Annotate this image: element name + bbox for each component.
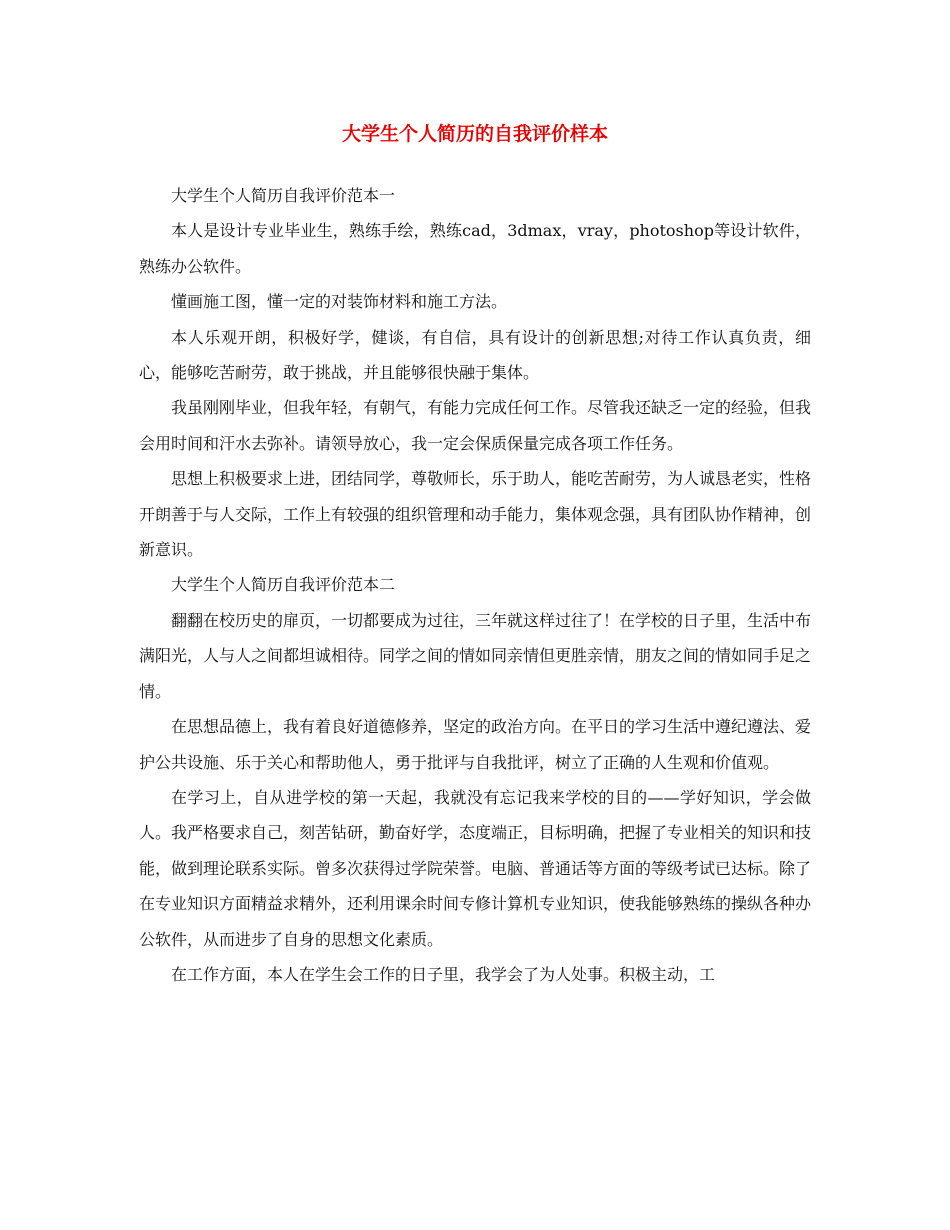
document-title: 大学生个人简历的自我评价样本	[341, 123, 608, 145]
paragraph: 在思想品德上，我有着良好道德修养，坚定的政治方向。在平日的学习生活中遵纪遵法、爱护公共设施、乐于关心和帮助他人，勇于批评与自我批评，树立了正确的人生观和价值观。	[139, 717, 812, 772]
heading-sample-one: 大学生个人简历自我评价范本一	[171, 186, 396, 205]
paragraph: 翻翻在校历史的扉页，一切都要成为过往，三年就这样过往了！在学校的日子里，生活中布满阳光，人与人之间都坦诚相待。同学之间的情如同亲情但更胜亲情，朋友之间的情如同手足之情。	[139, 610, 812, 701]
paragraph: 懂画施工图，懂一定的对装饰材料和施工方法。	[171, 292, 508, 312]
paragraph: 在工作方面，本人在学生会工作的日子里，我学会了为人处事。积极主动，工	[171, 964, 716, 984]
paragraph: 我虽刚刚毕业，但我年轻，有朝气，有能力完成任何工作。尽管我还缺乏一定的经验，但我会用时间和汗水去弥补。请领导放心，我一定会保质保量完成各项工作任务。	[139, 398, 812, 453]
paragraph: 本人乐观开朗，积极好学，健谈，有自信，具有设计的创新思想;对待工作认真负责，细心，能够吃苦耐劳，敢于挑战，并且能够很快融于集体。	[139, 327, 811, 383]
paragraph: 在学习上，自从进学校的第一天起，我就没有忘记我来学校的目的——学好知识，学会做人。我严格要求自己，刻苦钻研，勤奋好学，态度端正，目标明确，把握了专业相关的知识和技能，做到理论联系实际。曾多次获得过学院荣誉。电脑、普通话等方面的等级考试已达标。除了在专业知识方面精益求精外，还利用课余时间专修计算机专业知识，使我能够熟练的操纵各种办公软件，从而进步了自身的思想文化素质。	[139, 787, 812, 949]
document-body	[139, 178, 811, 992]
paragraph: 思想上积极要求上进，团结同学，尊敬师长，乐于助人，能吃苦耐劳，为人诚恳老实，性格开朗善于与人交际，工作上有较强的组织管理和动手能力，集体观念强，具有团队协作精神，创新意识。	[139, 469, 812, 560]
heading-sample-two: 大学生个人简历自我评价范本二	[171, 575, 396, 595]
paragraph: 本人是设计专业毕业生，熟练手绘，熟练cad，3dmax，vray，photoshop等设计软件，熟练办公软件。	[139, 221, 811, 276]
